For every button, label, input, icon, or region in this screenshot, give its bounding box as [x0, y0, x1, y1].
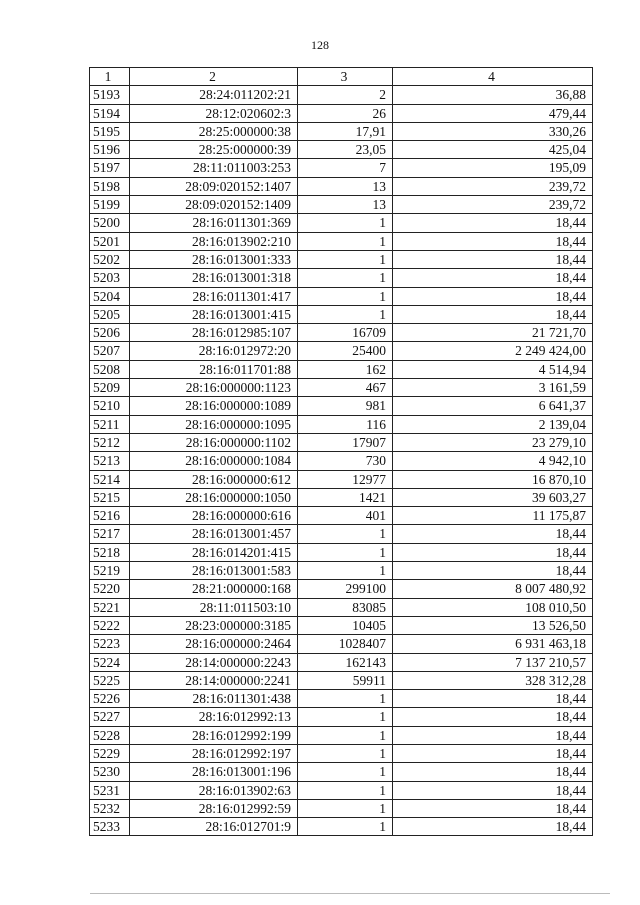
- area-cell: 467: [298, 379, 393, 397]
- amount-cell: 3 161,59: [393, 379, 593, 397]
- area-cell: 116: [298, 415, 393, 433]
- table-row: [90, 598, 593, 616]
- divider: [90, 893, 610, 894]
- row-number-cell: 5221: [90, 598, 130, 616]
- amount-cell: 195,09: [393, 159, 593, 177]
- row-number-cell: 5224: [90, 653, 130, 671]
- table-row: [90, 726, 593, 744]
- row-number-cell: 5233: [90, 818, 130, 836]
- amount-cell: 4 514,94: [393, 360, 593, 378]
- area-cell: 26: [298, 104, 393, 122]
- amount-cell: 11 175,87: [393, 507, 593, 525]
- cadastral-number-cell: 28:16:012992:13: [130, 708, 298, 726]
- amount-cell: 18,44: [393, 305, 593, 323]
- amount-cell: 2 139,04: [393, 415, 593, 433]
- cadastral-number-cell: 28:16:013001:318: [130, 269, 298, 287]
- row-number-cell: 5199: [90, 196, 130, 214]
- column-header-3: 3: [298, 68, 393, 86]
- amount-cell: 18,44: [393, 799, 593, 817]
- area-cell: 10405: [298, 616, 393, 634]
- data-table: [89, 67, 593, 836]
- cadastral-number-cell: 28:16:000000:1089: [130, 397, 298, 415]
- area-cell: 17,91: [298, 122, 393, 140]
- table-row: [90, 653, 593, 671]
- table-row: [90, 287, 593, 305]
- area-cell: 13: [298, 177, 393, 195]
- cadastral-number-cell: 28:16:000000:2464: [130, 635, 298, 653]
- cadastral-number-cell: 28:25:000000:39: [130, 141, 298, 159]
- table-row: [90, 379, 593, 397]
- table-row: [90, 397, 593, 415]
- row-number-cell: 5227: [90, 708, 130, 726]
- row-number-cell: 5217: [90, 525, 130, 543]
- area-cell: 1421: [298, 488, 393, 506]
- table-row: [90, 708, 593, 726]
- amount-cell: 18,44: [393, 726, 593, 744]
- cadastral-number-cell: 28:16:012992:197: [130, 744, 298, 762]
- amount-cell: 479,44: [393, 104, 593, 122]
- table-row: [90, 214, 593, 232]
- cadastral-number-cell: 28:16:012701:9: [130, 818, 298, 836]
- table-row: [90, 744, 593, 762]
- table-row: [90, 543, 593, 561]
- amount-cell: 239,72: [393, 177, 593, 195]
- row-number-cell: 5211: [90, 415, 130, 433]
- table-row: [90, 562, 593, 580]
- area-cell: 1: [298, 763, 393, 781]
- cadastral-number-cell: 28:16:011701:88: [130, 360, 298, 378]
- row-number-cell: 5207: [90, 342, 130, 360]
- cadastral-number-cell: 28:21:000000:168: [130, 580, 298, 598]
- cadastral-number-cell: 28:14:000000:2241: [130, 671, 298, 689]
- cadastral-number-cell: 28:16:011301:438: [130, 690, 298, 708]
- amount-cell: 39 603,27: [393, 488, 593, 506]
- table-header-row: [90, 68, 593, 86]
- amount-cell: 18,44: [393, 818, 593, 836]
- table-row: [90, 159, 593, 177]
- row-number-cell: 5200: [90, 214, 130, 232]
- area-cell: 1: [298, 305, 393, 323]
- amount-cell: 2 249 424,00: [393, 342, 593, 360]
- table-row: [90, 525, 593, 543]
- area-cell: 1: [298, 799, 393, 817]
- area-cell: 1028407: [298, 635, 393, 653]
- amount-cell: 18,44: [393, 525, 593, 543]
- row-number-cell: 5204: [90, 287, 130, 305]
- area-cell: 25400: [298, 342, 393, 360]
- column-header-2: 2: [130, 68, 298, 86]
- table-row: [90, 141, 593, 159]
- amount-cell: 23 279,10: [393, 433, 593, 451]
- amount-cell: 108 010,50: [393, 598, 593, 616]
- cadastral-number-cell: 28:16:012985:107: [130, 324, 298, 342]
- row-number-cell: 5197: [90, 159, 130, 177]
- cadastral-number-cell: 28:11:011003:253: [130, 159, 298, 177]
- cadastral-number-cell: 28:16:013001:457: [130, 525, 298, 543]
- cadastral-number-cell: 28:09:020152:1409: [130, 196, 298, 214]
- amount-cell: 18,44: [393, 781, 593, 799]
- row-number-cell: 5213: [90, 452, 130, 470]
- area-cell: 1: [298, 250, 393, 268]
- area-cell: 2: [298, 86, 393, 104]
- area-cell: 16709: [298, 324, 393, 342]
- table-row: [90, 232, 593, 250]
- cadastral-number-cell: 28:16:000000:1050: [130, 488, 298, 506]
- table-row: [90, 452, 593, 470]
- table-row: [90, 470, 593, 488]
- table-row: [90, 781, 593, 799]
- area-cell: 162: [298, 360, 393, 378]
- row-number-cell: 5230: [90, 763, 130, 781]
- row-number-cell: 5193: [90, 86, 130, 104]
- row-number-cell: 5226: [90, 690, 130, 708]
- amount-cell: 425,04: [393, 141, 593, 159]
- amount-cell: 18,44: [393, 543, 593, 561]
- cadastral-number-cell: 28:16:011301:369: [130, 214, 298, 232]
- area-cell: 59911: [298, 671, 393, 689]
- area-cell: 1: [298, 562, 393, 580]
- table-row: [90, 360, 593, 378]
- cadastral-number-cell: 28:16:000000:1084: [130, 452, 298, 470]
- cadastral-number-cell: 28:09:020152:1407: [130, 177, 298, 195]
- cadastral-number-cell: 28:16:012992:59: [130, 799, 298, 817]
- area-cell: 162143: [298, 653, 393, 671]
- amount-cell: 36,88: [393, 86, 593, 104]
- cadastral-number-cell: 28:23:000000:3185: [130, 616, 298, 634]
- amount-cell: 18,44: [393, 287, 593, 305]
- row-number-cell: 5205: [90, 305, 130, 323]
- row-number-cell: 5209: [90, 379, 130, 397]
- table-row: [90, 250, 593, 268]
- cadastral-number-cell: 28:12:020602:3: [130, 104, 298, 122]
- cadastral-number-cell: 28:16:013001:415: [130, 305, 298, 323]
- amount-cell: 18,44: [393, 214, 593, 232]
- row-number-cell: 5219: [90, 562, 130, 580]
- area-cell: 981: [298, 397, 393, 415]
- row-number-cell: 5216: [90, 507, 130, 525]
- cadastral-number-cell: 28:16:012972:20: [130, 342, 298, 360]
- row-number-cell: 5222: [90, 616, 130, 634]
- row-number-cell: 5203: [90, 269, 130, 287]
- amount-cell: 7 137 210,57: [393, 653, 593, 671]
- area-cell: 1: [298, 708, 393, 726]
- table-body: [90, 86, 593, 836]
- cadastral-number-cell: 28:24:011202:21: [130, 86, 298, 104]
- amount-cell: 16 870,10: [393, 470, 593, 488]
- amount-cell: 330,26: [393, 122, 593, 140]
- cadastral-number-cell: 28:16:013902:63: [130, 781, 298, 799]
- area-cell: 1: [298, 287, 393, 305]
- table-row: [90, 177, 593, 195]
- row-number-cell: 5229: [90, 744, 130, 762]
- cadastral-number-cell: 28:16:000000:1095: [130, 415, 298, 433]
- column-header-4: 4: [393, 68, 593, 86]
- area-cell: 1: [298, 543, 393, 561]
- area-cell: 730: [298, 452, 393, 470]
- amount-cell: 4 942,10: [393, 452, 593, 470]
- amount-cell: 18,44: [393, 744, 593, 762]
- area-cell: 401: [298, 507, 393, 525]
- amount-cell: 21 721,70: [393, 324, 593, 342]
- row-number-cell: 5225: [90, 671, 130, 689]
- table-row: [90, 415, 593, 433]
- table-row: [90, 799, 593, 817]
- row-number-cell: 5223: [90, 635, 130, 653]
- row-number-cell: 5220: [90, 580, 130, 598]
- row-number-cell: 5194: [90, 104, 130, 122]
- cadastral-number-cell: 28:16:000000:612: [130, 470, 298, 488]
- area-cell: 17907: [298, 433, 393, 451]
- cadastral-number-cell: 28:16:013902:210: [130, 232, 298, 250]
- area-cell: 23,05: [298, 141, 393, 159]
- area-cell: 83085: [298, 598, 393, 616]
- row-number-cell: 5202: [90, 250, 130, 268]
- table-row: [90, 305, 593, 323]
- area-cell: 1: [298, 214, 393, 232]
- table-row: [90, 635, 593, 653]
- area-cell: 1: [298, 269, 393, 287]
- row-number-cell: 5232: [90, 799, 130, 817]
- amount-cell: 18,44: [393, 232, 593, 250]
- row-number-cell: 5228: [90, 726, 130, 744]
- row-number-cell: 5196: [90, 141, 130, 159]
- row-number-cell: 5231: [90, 781, 130, 799]
- table-row: [90, 269, 593, 287]
- area-cell: 7: [298, 159, 393, 177]
- row-number-cell: 5212: [90, 433, 130, 451]
- cadastral-number-cell: 28:16:000000:616: [130, 507, 298, 525]
- table-row: [90, 324, 593, 342]
- amount-cell: 18,44: [393, 250, 593, 268]
- row-number-cell: 5218: [90, 543, 130, 561]
- amount-cell: 6 931 463,18: [393, 635, 593, 653]
- table-row: [90, 616, 593, 634]
- table-row: [90, 433, 593, 451]
- area-cell: 1: [298, 690, 393, 708]
- amount-cell: 328 312,28: [393, 671, 593, 689]
- row-number-cell: 5215: [90, 488, 130, 506]
- table-row: [90, 104, 593, 122]
- area-cell: 1: [298, 726, 393, 744]
- table-row: [90, 580, 593, 598]
- cadastral-number-cell: 28:25:000000:38: [130, 122, 298, 140]
- amount-cell: 239,72: [393, 196, 593, 214]
- cadastral-number-cell: 28:16:011301:417: [130, 287, 298, 305]
- amount-cell: 8 007 480,92: [393, 580, 593, 598]
- area-cell: 12977: [298, 470, 393, 488]
- cadastral-number-cell: 28:16:000000:1102: [130, 433, 298, 451]
- area-cell: 299100: [298, 580, 393, 598]
- cadastral-number-cell: 28:11:011503:10: [130, 598, 298, 616]
- amount-cell: 18,44: [393, 269, 593, 287]
- area-cell: 1: [298, 744, 393, 762]
- amount-cell: 18,44: [393, 690, 593, 708]
- cadastral-number-cell: 28:16:000000:1123: [130, 379, 298, 397]
- amount-cell: 18,44: [393, 708, 593, 726]
- amount-cell: 6 641,37: [393, 397, 593, 415]
- area-cell: 1: [298, 781, 393, 799]
- amount-cell: 18,44: [393, 562, 593, 580]
- table-row: [90, 342, 593, 360]
- area-cell: 1: [298, 818, 393, 836]
- page-number: 128: [311, 38, 329, 52]
- amount-cell: 13 526,50: [393, 616, 593, 634]
- amount-cell: 18,44: [393, 763, 593, 781]
- cadastral-number-cell: 28:16:014201:415: [130, 543, 298, 561]
- cadastral-number-cell: 28:14:000000:2243: [130, 653, 298, 671]
- row-number-cell: 5201: [90, 232, 130, 250]
- cadastral-number-cell: 28:16:012992:199: [130, 726, 298, 744]
- column-header-1: 1: [90, 68, 130, 86]
- row-number-cell: 5214: [90, 470, 130, 488]
- row-number-cell: 5195: [90, 122, 130, 140]
- area-cell: 1: [298, 232, 393, 250]
- area-cell: 1: [298, 525, 393, 543]
- table-row: [90, 488, 593, 506]
- table-row: [90, 86, 593, 104]
- table-row: [90, 196, 593, 214]
- table-row: [90, 763, 593, 781]
- row-number-cell: 5210: [90, 397, 130, 415]
- area-cell: 13: [298, 196, 393, 214]
- table-row: [90, 671, 593, 689]
- row-number-cell: 5208: [90, 360, 130, 378]
- row-number-cell: 5206: [90, 324, 130, 342]
- table-row: [90, 122, 593, 140]
- row-number-cell: 5198: [90, 177, 130, 195]
- cadastral-number-cell: 28:16:013001:583: [130, 562, 298, 580]
- table-row: [90, 690, 593, 708]
- cadastral-number-cell: 28:16:013001:333: [130, 250, 298, 268]
- cadastral-number-cell: 28:16:013001:196: [130, 763, 298, 781]
- table-row: [90, 507, 593, 525]
- table-row: [90, 818, 593, 836]
